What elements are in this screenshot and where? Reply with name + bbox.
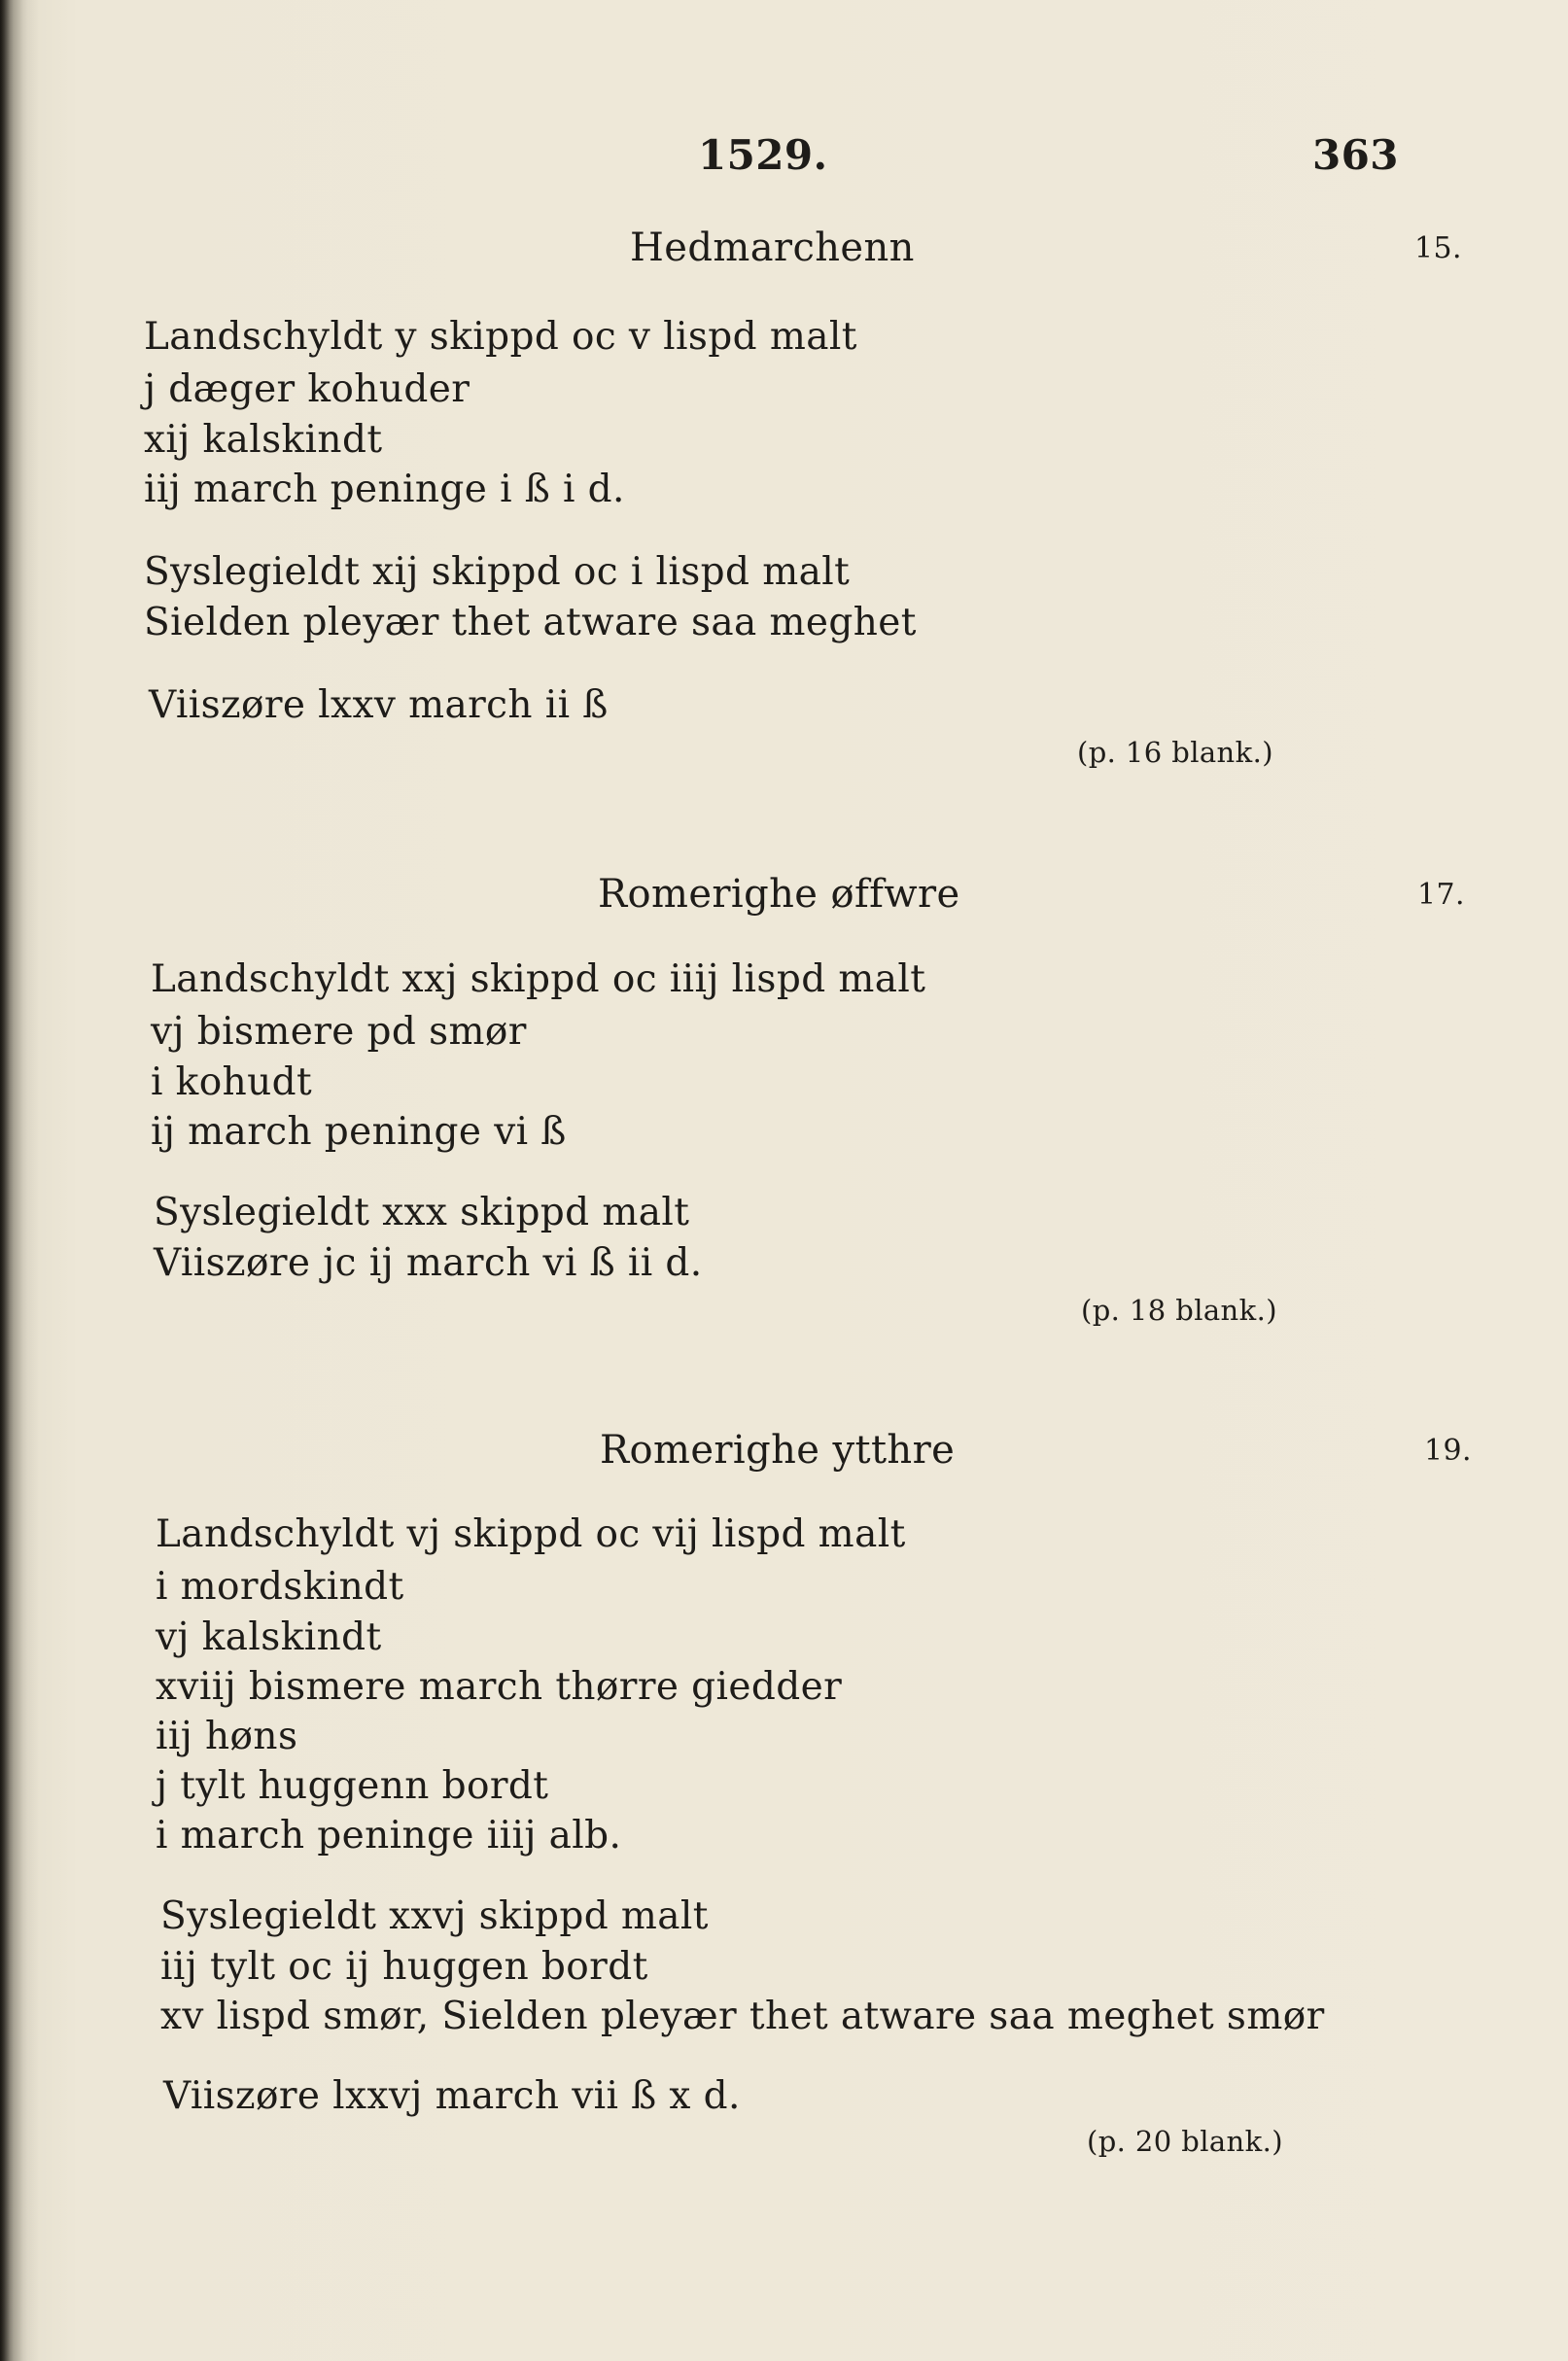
running-header-year: 1529. [698,131,828,179]
text-line: xv lispd smør, Sielden pleyær thet atware saa meghet smør [160,1995,1325,2038]
section-title-romerighe-ytthre: Romerighe ytthre [600,1428,956,1473]
text-line: vj bismere pd smør [151,1010,527,1054]
text-line: Viiszøre jc ij march vi ß ii d. [154,1241,703,1285]
text-line: Landschyldt y skippd oc v lispd malt [144,315,857,359]
text-line: Landschyldt vj skippd oc vij lispd malt [156,1512,906,1556]
text-line: iij tylt oc ij huggen bordt [160,1945,648,1989]
text-line: Landschyldt xxj skippd oc iiij lispd malt [151,957,926,1001]
text-line: vj kalskindt [156,1615,382,1659]
section-title-romerighe-offwre: Romerighe øffwre [598,872,960,917]
page-number: 363 [1312,131,1399,179]
text-line: Syslegieldt xxvj skippd malt [160,1894,709,1938]
text-line: Syslegieldt xxx skippd malt [154,1191,690,1234]
margin-number-15: 15. [1414,231,1462,265]
text-line: Sielden pleyær thet atware saa meghet [144,601,917,644]
text-line: i march peninge iiij alb. [156,1814,622,1858]
blank-page-note: (p. 20 blank.) [1087,2125,1283,2158]
text-line: xij kalskindt [144,418,383,462]
book-binding-edge [0,0,39,2361]
text-line: i mordskindt [156,1565,404,1609]
text-line: Viiszøre lxxv march ii ß [149,683,609,727]
text-line: xviij bismere march thørre giedder [156,1665,843,1709]
text-line: Syslegieldt xij skippd oc i lispd malt [144,550,851,594]
margin-number-19: 19. [1424,1434,1472,1468]
blank-page-note: (p. 18 blank.) [1081,1294,1277,1327]
text-line: iij march peninge i ß i d. [144,468,625,511]
blank-page-note: (p. 16 blank.) [1077,736,1273,769]
text-line: ij march peninge vi ß [151,1110,567,1154]
text-line: iij høns [156,1715,298,1758]
text-line: j dæger kohuder [144,367,470,411]
margin-number-17: 17. [1417,878,1465,912]
section-title-hedmarchenn: Hedmarchenn [630,226,915,270]
text-line: Viiszøre lxxvj march vii ß x d. [163,2074,741,2118]
text-line: i kohudt [151,1060,313,1104]
text-line: j tylt huggenn bordt [156,1764,549,1808]
